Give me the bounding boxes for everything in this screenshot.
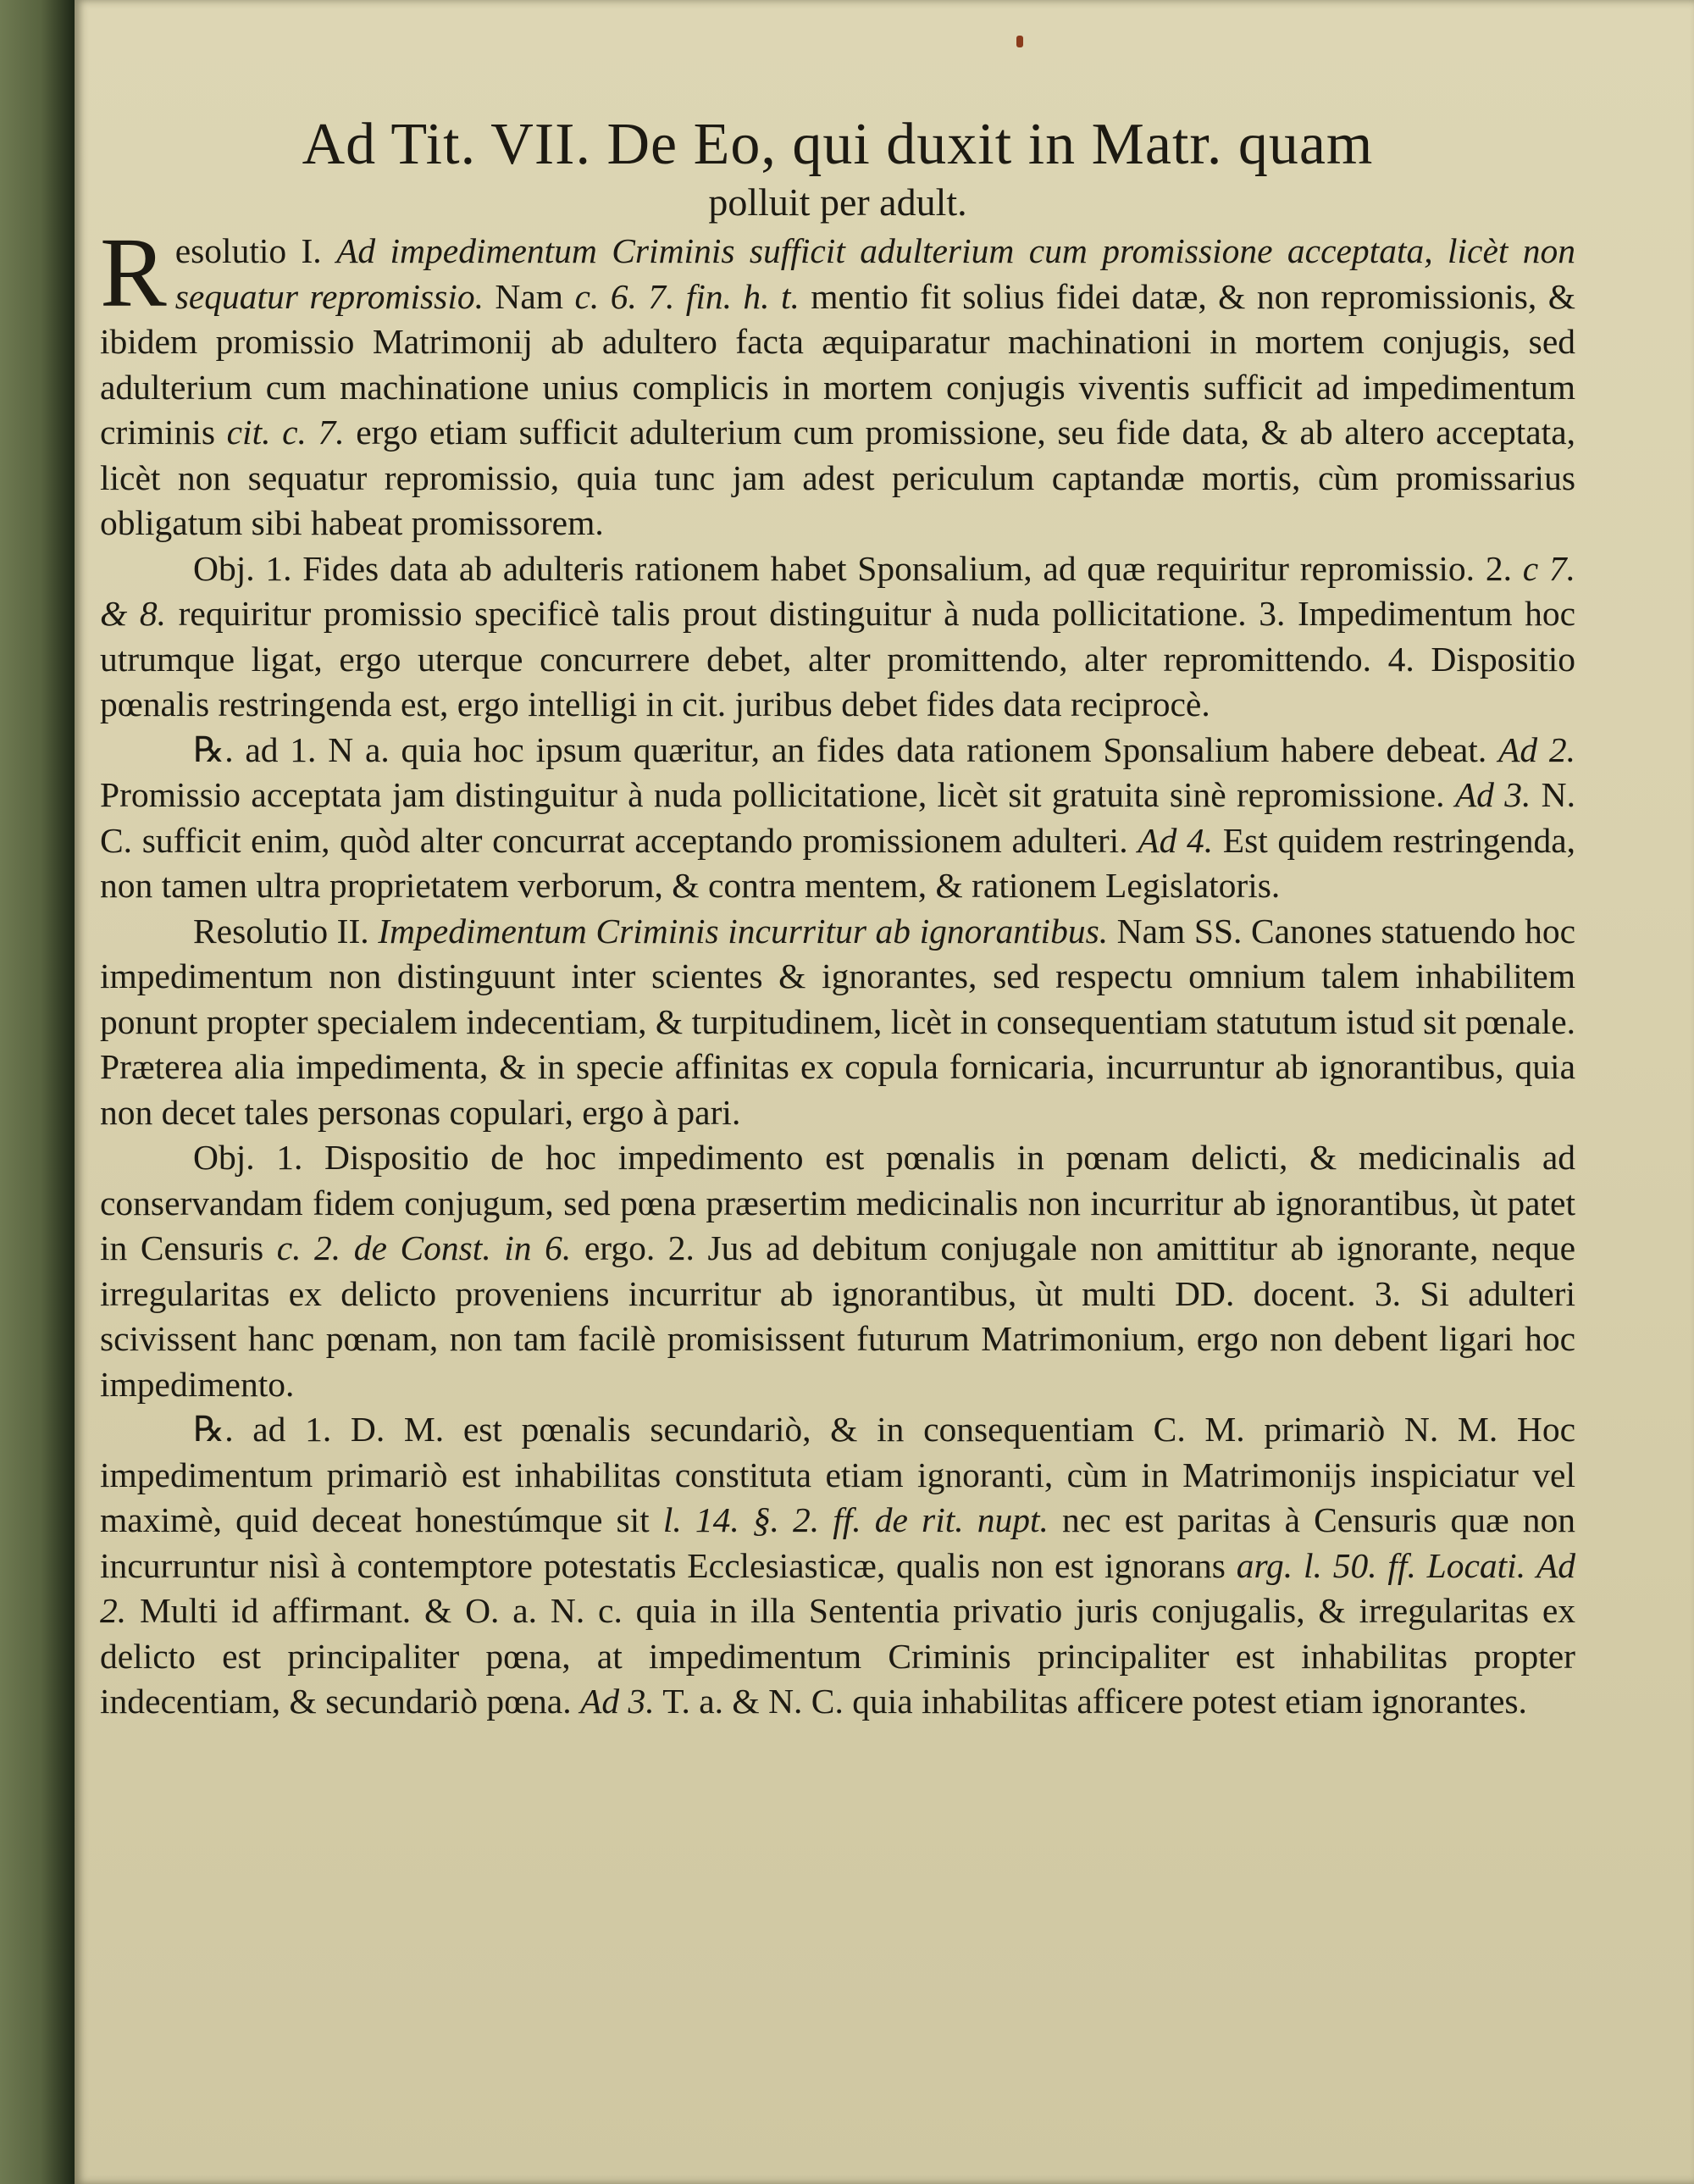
objectiones-2: Obj. 1. Dispositio de hoc impedimento est pœnalis in pœnam delicti, & medicinalis ad conservandam fidem conjugum, sed pœna præsertim medicinalis non incurritur ab ignorantibus, ùt patet in Censuris c. 2. de Const. in 6. ergo. 2. Jus ad debitum conjugale non amittitur ab ignorante, neque irregularitas ex delicto proveniens incurritur ab ignorantibus, ùt multi DD. docent. 3. Si adulteri scivissent hanc pœnam, non tam facilè promisissent futurum Matrimonium, ergo non debent ligari hoc impedimento. (100, 1138, 1576, 1404)
book-gutter (0, 0, 75, 2184)
citation: l. 14. §. 2. ff. de rit. nupt. (662, 1500, 1049, 1539)
responsio-1: ℞. ad 1. N a. quia hoc ipsum quæritur, an fides data rationem Sponsalium habere debeat. Ad 2. Promissio acceptata jam distinguitur à nuda pollicitatione, licèt sit gratuita sinè repromissione. Ad 3. N. C. sufficit enim, quòd alter concurrat acceptando promissionem adulteri. Ad 4. Est quidem restringenda, non tamen ultra proprietatem verborum, & contra mentem, & rationem Legislatoris. (100, 729, 1576, 905)
responsio-2: ℞. ad 1. D. M. est pœnalis secundariò, & in consequentiam C. M. primariò N. M. Hoc impedimentum primariò est inhabilitas constituta etiam ignoranti, cùm in Matrimonijs inspiciatur vel maximè, quid deceat honestúmque sit l. 14. §. 2. ff. de rit. nupt. nec est paritas à Censuris quæ non incurruntur nisì à contemptore potestatis Ecclesiasticæ, qualis non est ignorans arg. l. 50. ff. Locati. Ad 2. Multi id affirmant. & O. a. N. c. quia in illa Sententia privatio juris conjugalis, & irregularitas ex delicto est principaliter pœna, at impedimentum Criminis principaliter est inhabilitas propter indecentiam, & secundariò pœna. Ad 3. T. a. & N. C. quia inhabilitas afficere potest etiam ignorantes. (100, 1410, 1576, 1721)
objectiones-1: Obj. 1. Fides data ab adulteris rationem habet Sponsalium, ad quæ requiritur repromissio. 2. c 7. & 8. requiritur promissio specificè talis prout distinguitur à nuda pollicitatione. 3. Impedimentum hoc utrumque ligat, ergo uterque concurrere debet, alter promittendo, alter repromittendo. 4. Dispositio pœnalis restringenda est, ergo intelligi in cit. juribus debet fides data reciprocè. (100, 548, 1576, 723)
resolutio-1: Resolutio I. Ad impedimentum Criminis sufficit adulterium cum promissione acceptata, licèt non sequatur repromissio. Nam c. 6. 7. fin. h. t. mentio fit solius fidei datæ, & non repromissionis, & ibidem promissio Matrimonij ab adultero facta æquiparatur machinationi in mortem conjugis, sed adulterium cum machinatione unius complicis in mortem conjugis viventis sufficit ad impedimentum criminis cit. c. 7. ergo etiam sufficit adulterium cum promissione, seu fide data, & ab altero acceptata, licèt non sequatur repromissio, quia tunc jam adest periculum captandæ mortis, cùm promissarius obligatum sibi habeat promissorem. (100, 217, 1576, 542)
page-subtitle: polluit per adult. (708, 180, 967, 224)
citation: c. 6. 7. fin. h. t. (574, 276, 800, 316)
citation: c 7. & 8. (100, 548, 1576, 633)
ink-mark (1016, 36, 1023, 47)
citation: c. 2. de Const. in 6. (276, 1228, 572, 1267)
resolutio-2-label: Resolutio II. (193, 911, 369, 951)
resolutio-2: Resolutio II. Impedimentum Criminis incurritur ab ignorantibus. Nam SS. Canones statuendo hoc impedimentum non distinguunt inter scientes & ignorantes, sed respectu omnium talem inhabilitem ponunt propter specialem indecentiam, & turpitudinem, licèt in consequentiam statutum istud sit pœnale. Præterea alia impedimenta, & in specie affinitas ex copula fornicaria, incurruntur ab ignorantibus, quia non decet tales personas copulari, ergo à pari. (100, 911, 1575, 1132)
resolutio-2-thesis: Impedimentum Criminis incurritur ab ignorantibus. (378, 911, 1109, 951)
page-title: Ad Tit. VII. De Eo, qui duxit in Matr. quam (302, 112, 1374, 177)
citation: cit. c. 7. (226, 413, 345, 452)
resolutio-1-thesis: Ad impedimentum Criminis sufficit adulterium cum promissione acceptata, licèt non sequatur repromissio. (174, 231, 1576, 316)
text-block (100, 110, 1575, 1725)
citation: arg. l. 50. ff. Locati. (1236, 1545, 1526, 1585)
resolutio-1-label: Resolutio I. (100, 217, 322, 328)
